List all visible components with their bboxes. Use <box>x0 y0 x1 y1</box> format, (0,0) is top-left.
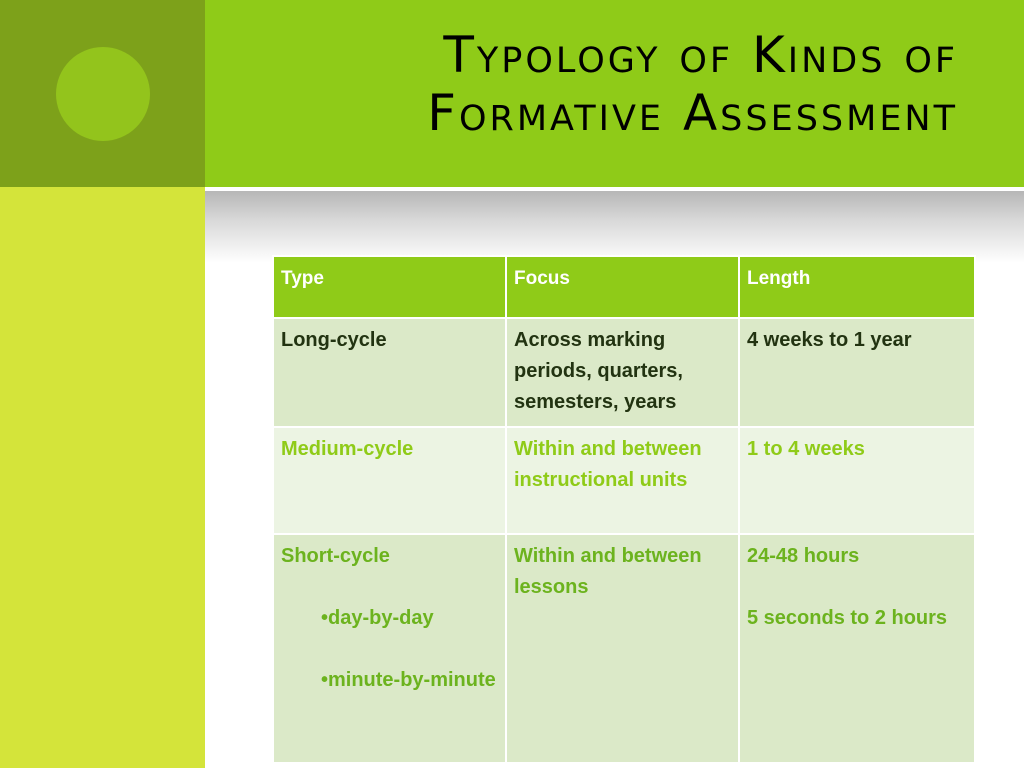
table-header-row <box>273 256 975 318</box>
header-length: Length <box>739 256 975 318</box>
table-row <box>273 534 975 763</box>
decorative-circle <box>56 47 150 141</box>
cell-length: 1 to 4 weeks <box>739 427 975 534</box>
cell-focus: Within and between lessons <box>506 534 739 763</box>
slide-title <box>258 26 958 142</box>
header-focus: Focus <box>506 256 739 318</box>
left-bottom-panel <box>0 187 205 768</box>
cell-length <box>739 534 975 763</box>
cell-length: 4 weeks to 1 year <box>739 318 975 427</box>
table-row <box>273 318 975 427</box>
cell-type: Long-cycle <box>273 318 506 427</box>
cell-focus: Within and between instructional units <box>506 427 739 534</box>
subitem-day-by-day: •day-by-day <box>321 607 434 629</box>
cell-focus: Across marking periods, quarters, semesters, years <box>506 318 739 427</box>
table-row <box>273 427 975 534</box>
header-type: Type <box>273 256 506 318</box>
cell-length-primary: 24-48 hours <box>747 545 860 567</box>
shadow-band <box>205 191 1024 263</box>
cell-type: Medium-cycle <box>273 427 506 534</box>
cell-length-secondary: 5 seconds to 2 hours <box>747 607 948 629</box>
cell-type <box>273 534 506 763</box>
slide-title-line-1: Typology of Kinds of <box>443 26 958 84</box>
slide-title-line-2: Formative Assessment <box>427 84 958 142</box>
cell-type-label: Short-cycle <box>281 545 390 567</box>
subitem-minute-by-minute: •minute-by-minute <box>321 669 496 691</box>
assessment-table <box>272 255 976 764</box>
